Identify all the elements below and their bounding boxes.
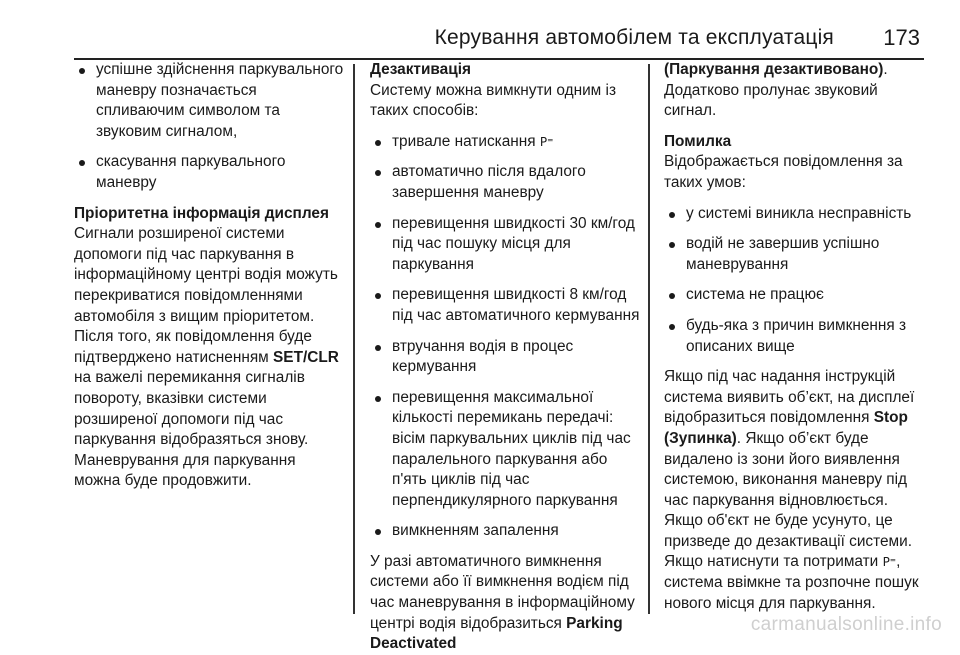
list-item: перевищення швидкості 8 км/год під час автоматичного кермування <box>370 285 640 326</box>
paragraph: (Паркування дезактивовано). <box>664 61 888 78</box>
column-divider <box>353 64 355 614</box>
section-heading: Помилка <box>664 132 732 150</box>
paragraph: Систему можна вимкнути одним із таких способів: <box>370 81 617 120</box>
parking-assist-icon: P⁼ <box>882 555 897 570</box>
list-item: успішне здійснення паркувального маневру позначається спливаючим символом та звуковим сигналом, <box>74 60 344 142</box>
paragraph: Відображається повідомлення за таких умов: <box>664 153 903 191</box>
column-3 <box>664 60 932 612</box>
paragraph: Маневрування для паркування можна буде продовжити. <box>74 451 296 490</box>
section-heading: Пріоритетна інформація дисплея <box>74 204 329 222</box>
list-item: скасування паркувального маневру <box>74 152 344 193</box>
watermark: carmanualsonline.info <box>750 614 942 635</box>
list-item: вимкненням запалення <box>370 521 640 542</box>
paragraph: Сигнали розширеної системи допомоги під час паркування в інформаційному центрі водія можуть перекриватися повідомленнями автомобіля з вищим пріоритетом. Після того, як повідомлення буде підтверджено натисненням SET/CLR на важелі перемикання сигналів повороту, вказівки системи розширеної допомоги під час паркування відобразяться знову. <box>74 225 339 449</box>
paragraph: У разі автоматичного вимкнення системи або її вимкнення водієм під час маневрування в інформаційному центрі водія відобразиться Parking Deactivated <box>370 552 635 653</box>
paragraph: Додатково пролунає звуковий сигнал. <box>664 81 878 120</box>
paragraph: Якщо під час надання інструкцій система виявить об’єкт, на дисплеї відобразиться повідомлення Stop (Зупинка). Якщо об’єкт буде видалено із зони його виявлення системою, виконання маневру під час паркування відновлюється. <box>664 368 915 509</box>
list-item: водій не завершив успішно маневрування <box>664 234 932 275</box>
bullet-list <box>664 204 932 358</box>
list-item: перевищення максимальної кількості перемикань передачі: вісім паркувальних циклів під час паралельного паркування або п'ять циклів під час перпендикулярного паркування <box>370 388 640 512</box>
column-1 <box>74 60 344 612</box>
page-number: 173 <box>883 25 920 50</box>
bullet-list <box>370 132 640 542</box>
parking-assist-icon: P⁼ <box>539 134 554 149</box>
list-item: тривале натискання P⁼ <box>370 132 640 153</box>
section-heading: Дезактивація <box>370 61 471 78</box>
list-item: автоматично після вдалого завершення маневру <box>370 162 640 203</box>
list-item: втручання водія в процес кермування <box>370 337 640 378</box>
column-2 <box>370 60 640 653</box>
list-item: будь-яка з причин вимкнення з описаних вище <box>664 316 932 357</box>
bullet-list <box>74 60 344 194</box>
list-item: система не працює <box>664 285 932 306</box>
list-item: у системі виникла несправність <box>664 204 932 225</box>
paragraph: Якщо об'єкт не буде усунуто, це призведе до дезактивації системи. <box>664 512 913 550</box>
page-header <box>74 22 924 60</box>
paragraph: Якщо натиснути та потримати P⁼, система ввімкне та розпочне пошук нового місця для паркування. <box>664 553 919 612</box>
list-item: перевищення швидкості 30 км/год під час пошуку місця для паркування <box>370 214 640 276</box>
column-divider <box>648 64 650 614</box>
page-title: Керування автомобілем та експлуатація <box>434 26 834 49</box>
